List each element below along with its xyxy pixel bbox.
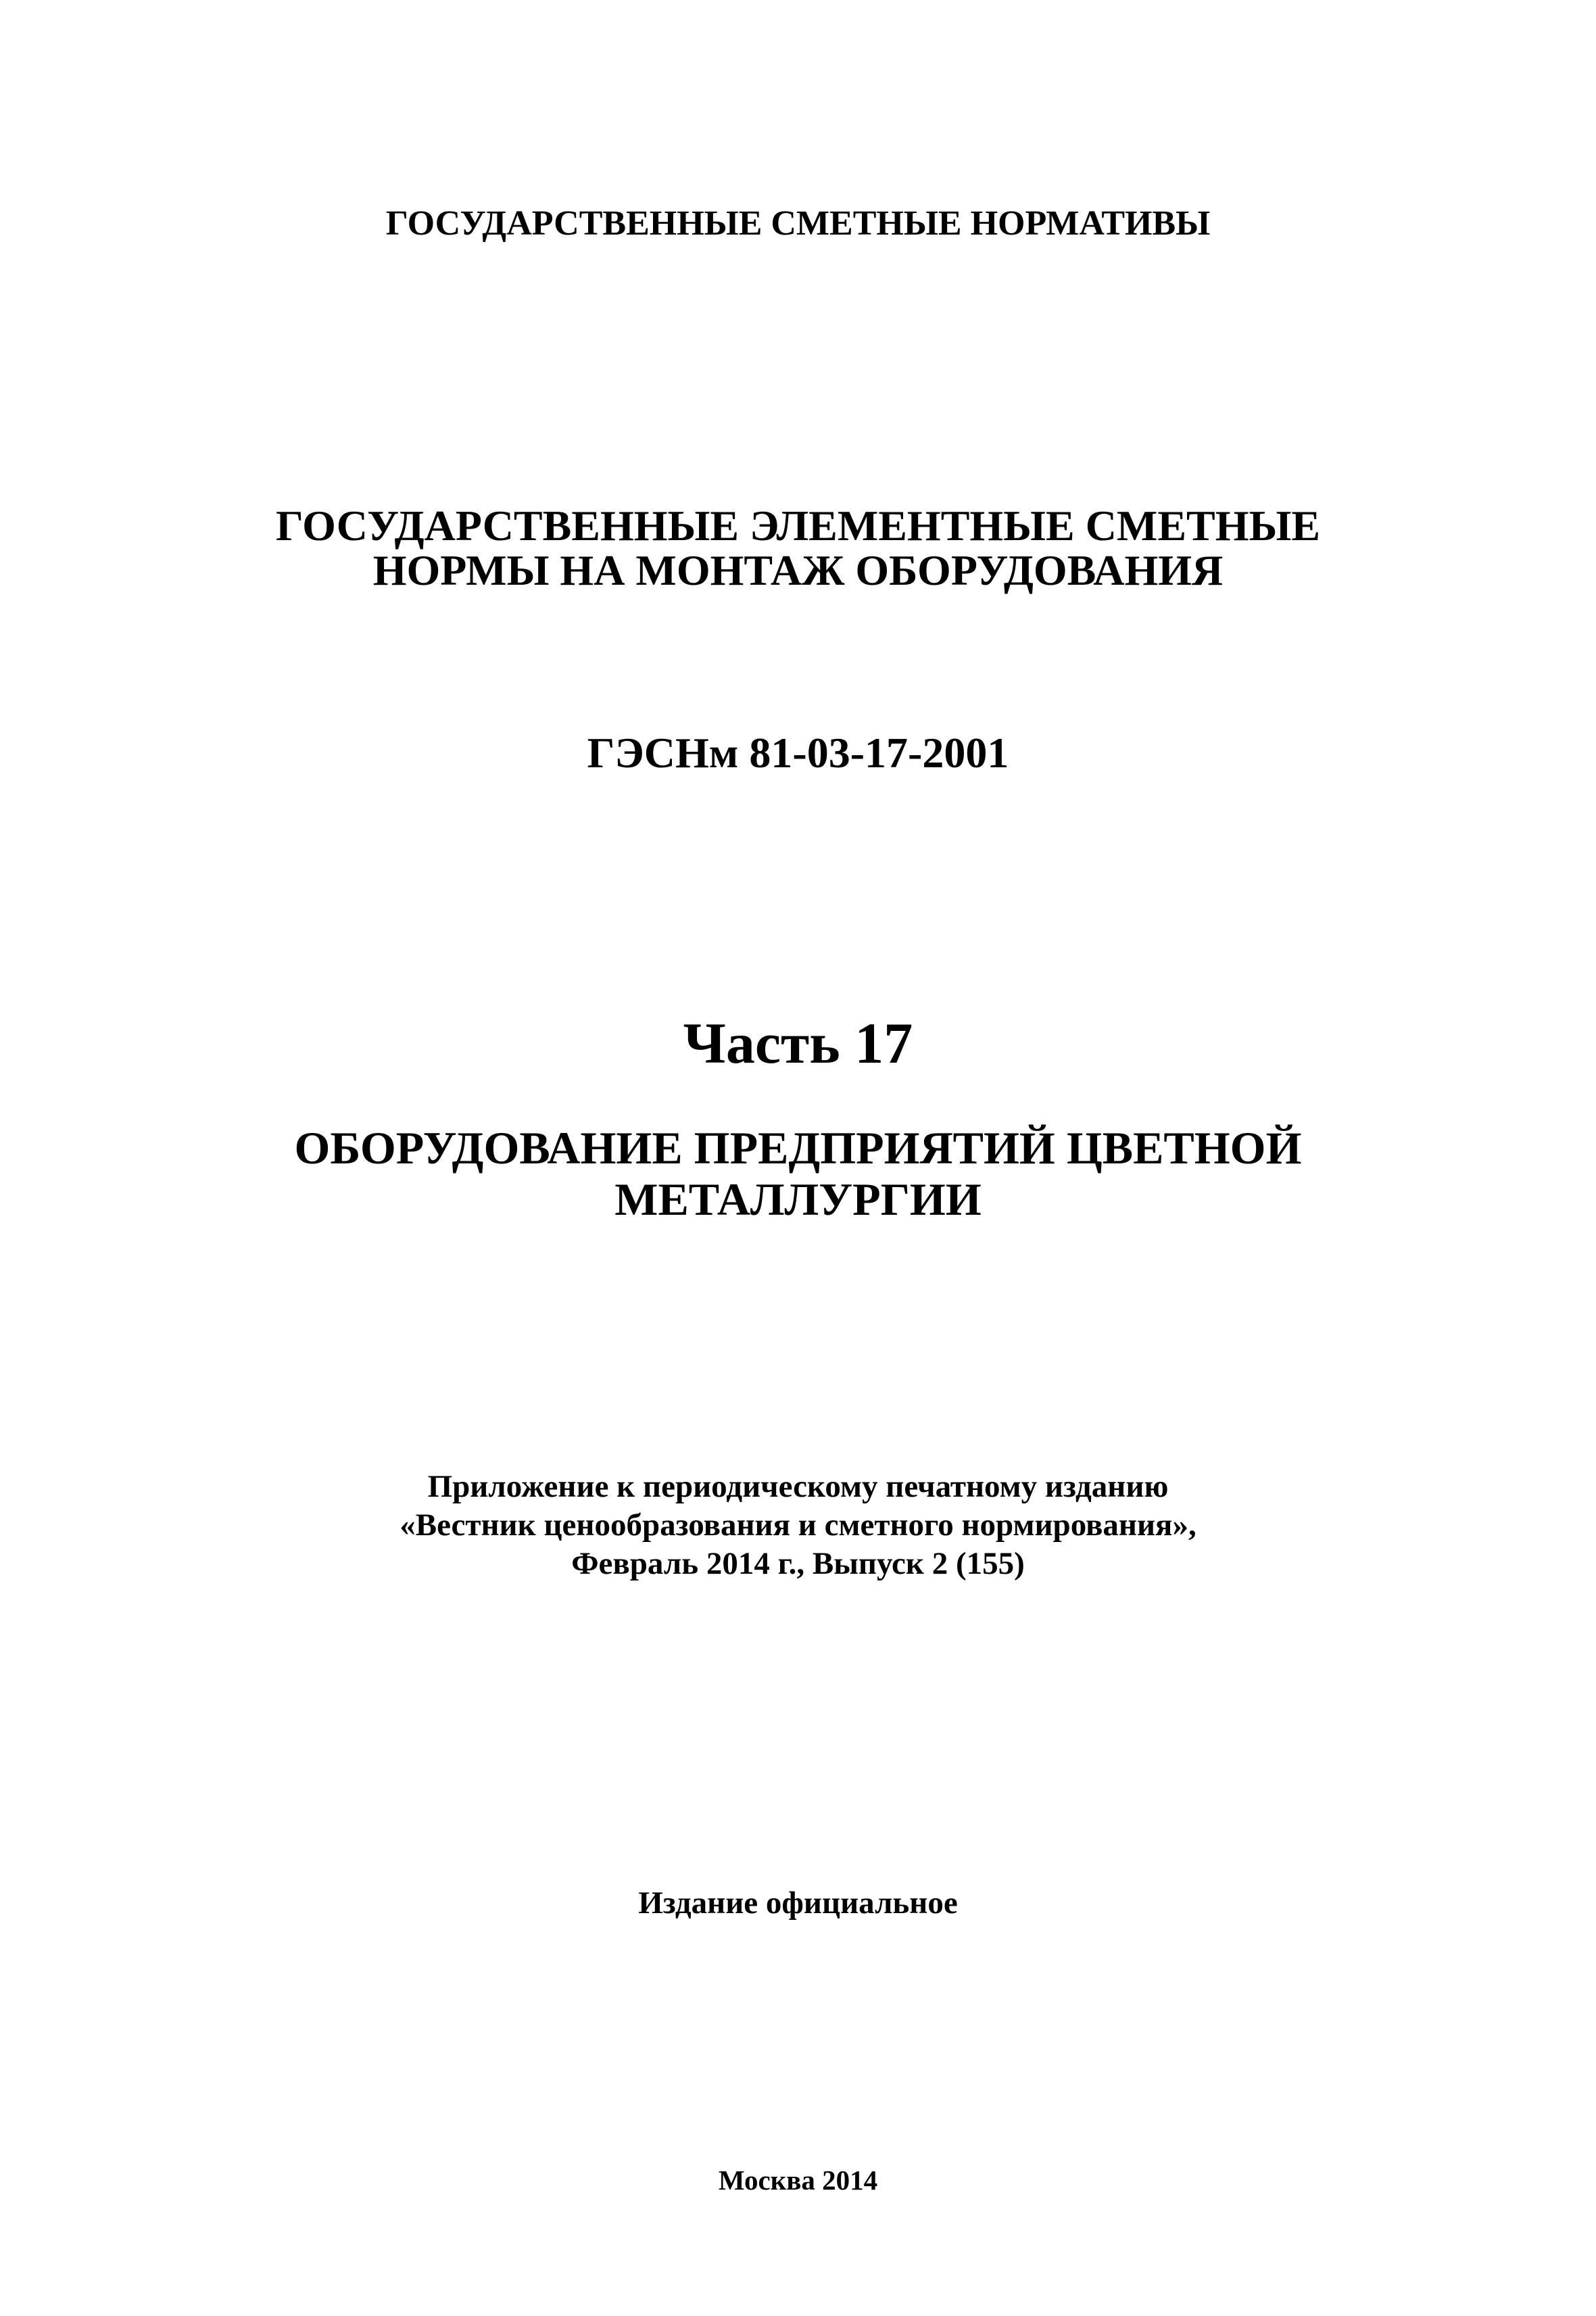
part-number: Часть 17 xyxy=(683,1011,913,1076)
main-title-line-1: ГОСУДАРСТВЕННЫЕ ЭЛЕМЕНТНЫЕ СМЕТНЫЕ xyxy=(276,502,1320,550)
place-year: Москва 2014 xyxy=(718,2165,878,2196)
supplement-line-3: Февраль 2014 г., Выпуск 2 (155) xyxy=(571,1546,1025,1581)
edition-label: Издание официальное xyxy=(638,1885,958,1921)
part-title-line-1: ОБОРУДОВАНИЕ ПРЕДПРИЯТИЙ ЦВЕТНОЙ xyxy=(294,1122,1302,1174)
series-title: ГОСУДАРСТВЕННЫЕ СМЕТНЫЕ НОРМАТИВЫ xyxy=(385,204,1211,243)
supplement-line-1: Приложение к периодическому печатному изданию xyxy=(427,1469,1169,1504)
main-title-line-2: НОРМЫ НА МОНТАЖ ОБОРУДОВАНИЯ xyxy=(372,546,1224,594)
part-title-line-2: МЕТАЛЛУРГИИ xyxy=(614,1174,982,1225)
document-code: ГЭСНм 81-03-17-2001 xyxy=(587,729,1009,777)
supplement-line-2: «Вестник ценообразования и сметного нормирования», xyxy=(400,1507,1196,1543)
